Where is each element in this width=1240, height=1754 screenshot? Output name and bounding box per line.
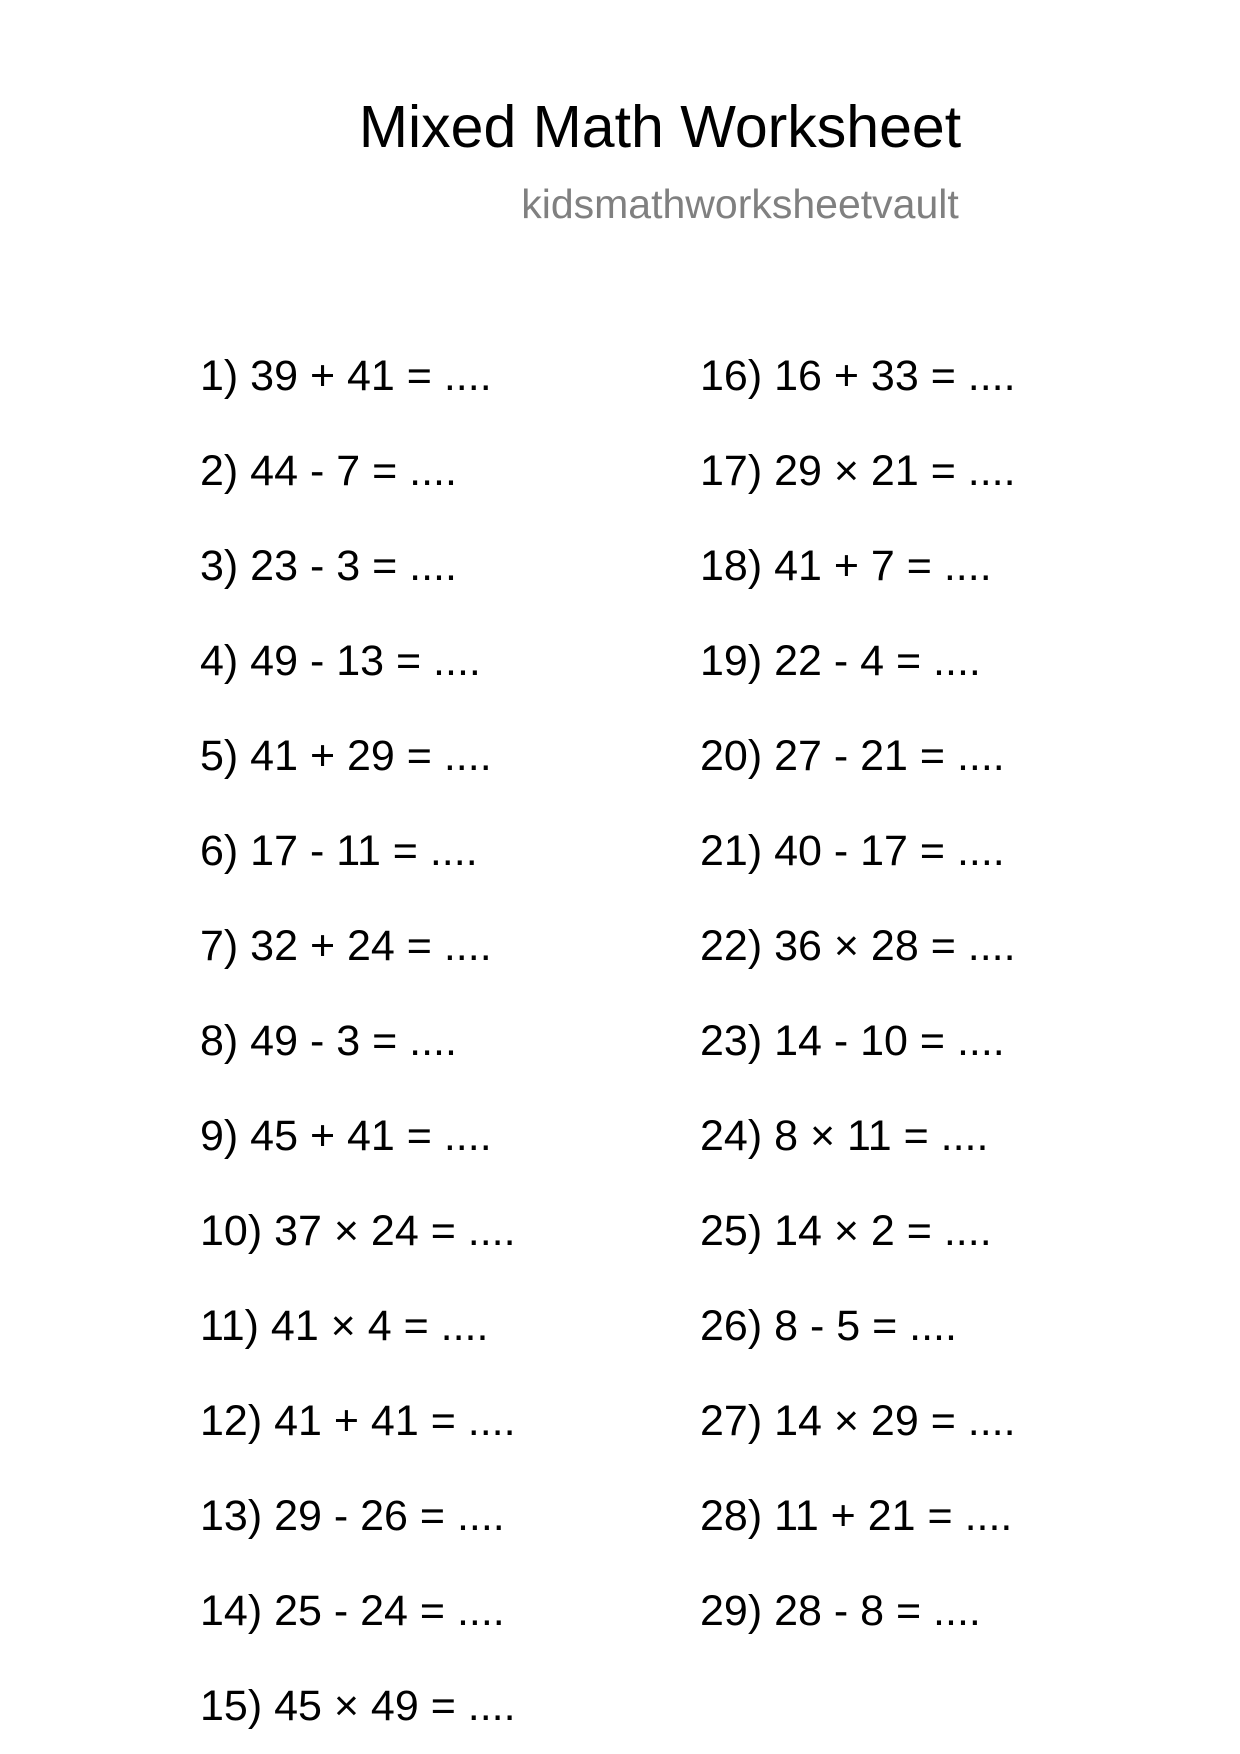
problem-item: 10) 37 × 24 = .... [200, 1207, 516, 1255]
problem-item: 25) 14 × 2 = .... [700, 1207, 992, 1255]
problem-item: 12) 41 + 41 = .... [200, 1397, 516, 1445]
problem-item: 19) 22 - 4 = .... [700, 637, 981, 685]
problem-item: 24) 8 × 11 = .... [700, 1112, 989, 1160]
problem-item: 23) 14 - 10 = .... [700, 1017, 1005, 1065]
problem-item: 8) 49 - 3 = .... [200, 1017, 457, 1065]
problem-item: 9) 45 + 41 = .... [200, 1112, 492, 1160]
page-title: Mixed Math Worksheet [358, 94, 962, 160]
problem-item: 1) 39 + 41 = .... [200, 352, 492, 400]
problem-item: 20) 27 - 21 = .... [700, 732, 1005, 780]
problem-item: 13) 29 - 26 = .... [200, 1492, 505, 1540]
problem-item: 16) 16 + 33 = .... [700, 352, 1016, 400]
problem-item: 27) 14 × 29 = .... [700, 1397, 1016, 1445]
problem-item: 2) 44 - 7 = .... [200, 447, 457, 495]
problem-item: 17) 29 × 21 = .... [700, 447, 1016, 495]
problem-item: 4) 49 - 13 = .... [200, 637, 481, 685]
problem-item: 21) 40 - 17 = .... [700, 827, 1005, 875]
problem-item: 3) 23 - 3 = .... [200, 542, 457, 590]
problem-item: 26) 8 - 5 = .... [700, 1302, 957, 1350]
problem-item: 29) 28 - 8 = .... [700, 1587, 981, 1635]
problem-item: 18) 41 + 7 = .... [700, 542, 992, 590]
problem-item: 14) 25 - 24 = .... [200, 1587, 505, 1635]
problem-item: 15) 45 × 49 = .... [200, 1682, 516, 1730]
problem-item: 5) 41 + 29 = .... [200, 732, 492, 780]
problem-item: 6) 17 - 11 = .... [200, 827, 478, 875]
problem-item: 22) 36 × 28 = .... [700, 922, 1016, 970]
problem-item: 7) 32 + 24 = .... [200, 922, 492, 970]
page-subtitle: kidsmathworksheetvault [521, 181, 959, 227]
problem-item: 28) 11 + 21 = .... [700, 1492, 1013, 1540]
problem-item: 11) 41 × 4 = .... [200, 1302, 489, 1350]
